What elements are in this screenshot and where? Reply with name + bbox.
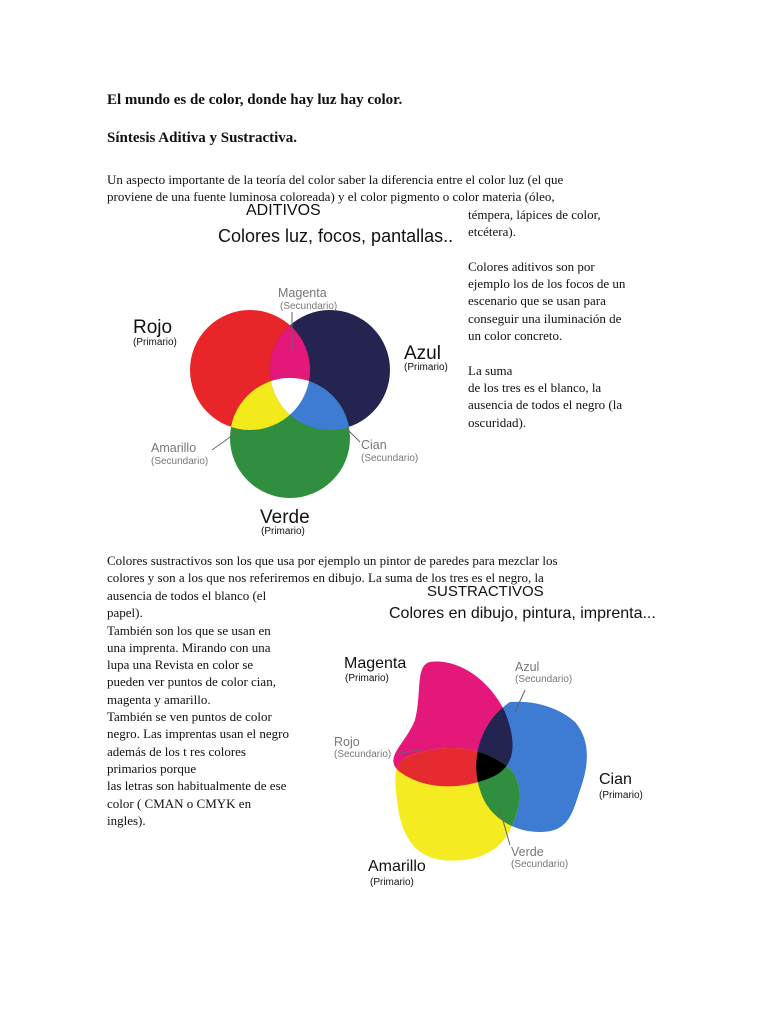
rojo-label: Rojo bbox=[133, 317, 173, 338]
azul-sublabel: (Primario) bbox=[404, 362, 448, 373]
text-line: ausencia de todos el negro (la bbox=[468, 397, 623, 413]
text-line: lupa una Revista en color se bbox=[107, 657, 254, 673]
text-line: además de los t res colores bbox=[107, 743, 246, 759]
text-line: ejemplo los de los focos de un bbox=[468, 276, 626, 292]
text-line: etcétera). bbox=[468, 224, 516, 240]
amarillo-sublabel: (Secundario) bbox=[151, 456, 209, 467]
cian-label: Cian bbox=[361, 438, 387, 452]
text-line: las letras son habitualmente de ese bbox=[107, 778, 287, 794]
azul-label: Azul bbox=[404, 343, 441, 364]
rojo-sublabel: (Primario) bbox=[133, 337, 177, 348]
page-title: El mundo es de color, donde hay luz hay color. bbox=[107, 92, 403, 108]
text-line: de los tres es el blanco, la bbox=[468, 379, 602, 395]
text-line: primarios porque bbox=[107, 760, 197, 776]
additive-heading: ADITIVOS bbox=[246, 202, 321, 219]
magenta-label: Magenta bbox=[278, 286, 327, 300]
amarillo-label: Amarillo bbox=[368, 858, 426, 875]
text-line: También se ven puntos de color bbox=[107, 709, 272, 725]
subtractive-caption: Colores en dibujo, pintura, imprenta... bbox=[389, 605, 656, 622]
subtractive-diagram bbox=[330, 650, 630, 890]
text-line: La suma bbox=[468, 362, 513, 378]
text-line: negro. Las imprentas usan el negro bbox=[107, 726, 289, 742]
right-column-text bbox=[468, 206, 625, 431]
magenta-sublabel: (Secundario) bbox=[280, 301, 338, 312]
text-line: oscuridad). bbox=[468, 414, 527, 430]
text-line: magenta y amarillo. bbox=[107, 691, 211, 707]
text-line: una imprenta. Mirando con una bbox=[107, 639, 271, 655]
azul-sublabel: (Secundario) bbox=[515, 674, 573, 685]
verde-sublabel: (Secundario) bbox=[511, 859, 569, 870]
subtractive-line-1: Colores sustractivos son los que usa por ejemplo un pintor de paredes para mezclar los bbox=[107, 553, 558, 568]
text-line: Colores aditivos son por bbox=[468, 258, 595, 274]
rojo-label: Rojo bbox=[334, 735, 360, 749]
text-line: témpera, lápices de color, bbox=[468, 207, 601, 222]
text-line: ausencia de todos el blanco (el bbox=[107, 588, 267, 603]
blank-line bbox=[468, 344, 625, 361]
intro-line-2: proviene de una fuente luminosa coloreada) y el color pigmento o color materia (óleo, bbox=[107, 189, 555, 204]
text-line: También son los que se usan en bbox=[107, 622, 271, 638]
text-line: pueden ver puntos de color cian, bbox=[107, 674, 276, 690]
magenta-label: Magenta bbox=[344, 655, 407, 672]
cian-sublabel: (Secundario) bbox=[361, 453, 419, 464]
intro-line-1: Un aspecto importante de la teoría del color saber la diferencia entre el color luz (el que bbox=[107, 172, 564, 187]
left-column-text bbox=[107, 587, 289, 829]
verde-sublabel: (Primario) bbox=[261, 526, 305, 537]
verde-label: Verde bbox=[511, 845, 544, 859]
text-line: escenario que se usan para bbox=[468, 293, 606, 309]
text-line: color ( CMAN o CMYK en bbox=[107, 795, 252, 811]
text-line: conseguir una iluminación de bbox=[468, 310, 622, 326]
cian-sublabel: (Primario) bbox=[599, 790, 643, 801]
rojo-sublabel: (Secundario) bbox=[334, 749, 392, 760]
amarillo-label: Amarillo bbox=[151, 441, 197, 455]
blank-line bbox=[468, 241, 625, 258]
additive-caption: Colores luz, focos, pantallas.. bbox=[218, 226, 454, 246]
azul-label: Azul bbox=[515, 660, 540, 674]
magenta-sublabel: (Primario) bbox=[345, 673, 389, 684]
verde-label: Verde bbox=[260, 507, 310, 528]
amarillo-sublabel: (Primario) bbox=[370, 877, 414, 888]
text-line: ingles). bbox=[107, 812, 146, 828]
text-line: papel). bbox=[107, 605, 143, 621]
section-subtitle: Síntesis Aditiva y Sustractiva. bbox=[107, 130, 298, 146]
subtractive-heading: SUSTRACTIVOS bbox=[427, 583, 544, 600]
subtractive-line-2: colores y son a los que nos referiremos en dibujo. La suma de los tres es el negro, la bbox=[107, 570, 544, 585]
cian-label: Cian bbox=[599, 771, 632, 788]
text-line: un color concreto. bbox=[468, 328, 563, 344]
